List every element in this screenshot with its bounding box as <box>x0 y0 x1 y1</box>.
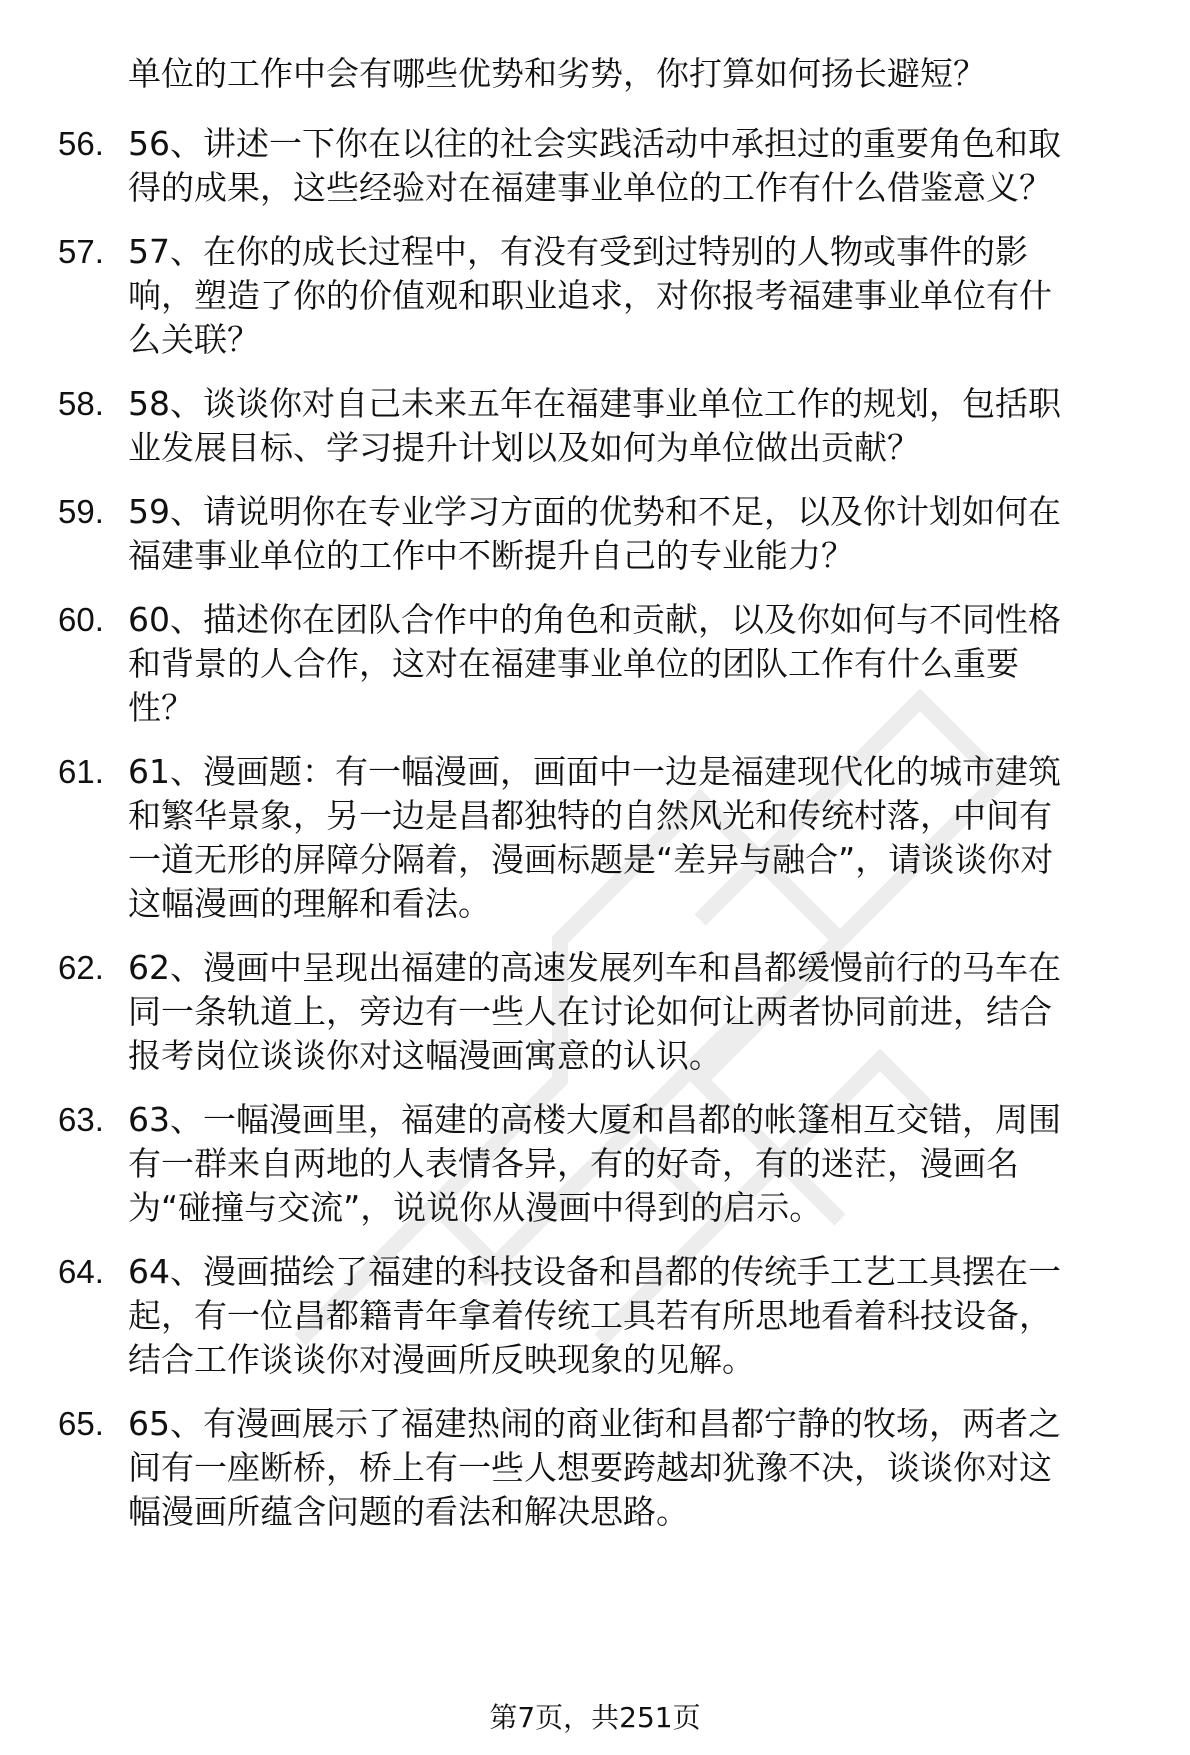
question-line: 起，有一位昌都籍青年拿着传统工具若有所思地看着科技设备， <box>128 1296 1052 1335</box>
question-line: 和繁华景象，另一边是昌都独特的自然风光和传统村落，中间有 <box>128 796 1052 835</box>
question-text <box>128 750 1128 926</box>
question-text <box>128 1250 1128 1382</box>
question-number: 64. <box>58 1253 104 1290</box>
question-line: 这幅漫画的理解和看法。 <box>128 884 491 923</box>
question-line: 有一群来自两地的人表情各异，有的好奇，有的迷茫，漫画名 <box>128 1144 1019 1183</box>
question-text <box>128 598 1128 730</box>
question-62 <box>58 946 1158 1078</box>
question-line: 63、一幅漫画里，福建的高楼大厦和昌都的帐篷相互交错，周围 <box>128 1100 1061 1139</box>
question-61 <box>58 750 1158 926</box>
question-60 <box>58 598 1158 730</box>
question-text <box>128 230 1128 362</box>
question-line: 同一条轨道上，旁边有一些人在讨论如何让两者协同前进，结合 <box>128 992 1052 1031</box>
question-line: 幅漫画所蕴含问题的看法和解决思路。 <box>128 1492 689 1531</box>
question-text <box>128 490 1128 578</box>
question-line: 么关联？ <box>128 320 260 359</box>
question-line: 间有一座断桥，桥上有一些人想要跨越却犹豫不决，谈谈你对这 <box>128 1448 1052 1487</box>
question-number: 62. <box>58 949 104 986</box>
question-line: 福建事业单位的工作中不断提升自己的专业能力？ <box>128 536 854 575</box>
question-line: 结合工作谈谈你对漫画所反映现象的见解。 <box>128 1340 755 1379</box>
question-line: 65、有漫画展示了福建热闹的商业街和昌都宁静的牧场，两者之 <box>128 1404 1061 1443</box>
question-text <box>128 946 1128 1078</box>
question-65 <box>58 1402 1158 1534</box>
question-line: 57、在你的成长过程中，有没有受到过特别的人物或事件的影 <box>128 232 1028 271</box>
question-line: 和背景的人合作，这对在福建事业单位的团队工作有什么重要 <box>128 644 1019 683</box>
question-63 <box>58 1098 1158 1230</box>
question-58 <box>58 382 1158 470</box>
question-number: 56. <box>58 125 104 162</box>
question-number: 63. <box>58 1101 104 1138</box>
question-line: 响，塑造了你的价值观和职业追求，对你报考福建事业单位有什 <box>128 276 1052 315</box>
question-line: 59、请说明你在专业学习方面的优势和不足，以及你计划如何在 <box>128 492 1061 531</box>
question-number: 65. <box>58 1405 104 1442</box>
question-59 <box>58 490 1158 578</box>
question-line: 一道无形的屏障分隔着，漫画标题是“差异与融合”，请谈谈你对 <box>128 840 1054 879</box>
question-line: 56、讲述一下你在以往的社会实践活动中承担过的重要角色和取 <box>128 124 1061 163</box>
question-56 <box>58 122 1158 210</box>
question-line: 61、漫画题：有一幅漫画，画面中一边是福建现代化的城市建筑 <box>128 752 1061 791</box>
question-text <box>128 1098 1128 1230</box>
question-57 <box>58 230 1158 362</box>
question-64 <box>58 1250 1158 1382</box>
page-footer: 第7页，共251页 <box>489 1701 701 1734</box>
question-text <box>128 122 1128 210</box>
question-line: 性？ <box>128 688 194 727</box>
continuation-line: 单位的工作中会有哪些优势和劣势，你打算如何扬长避短？ <box>128 54 986 93</box>
question-line: 58、谈谈你对自己未来五年在福建事业单位工作的规划，包括职 <box>128 384 1061 423</box>
question-line: 60、描述你在团队合作中的角色和贡献，以及你如何与不同性格 <box>128 600 1061 639</box>
question-line: 报考岗位谈谈你对这幅漫画寓意的认识。 <box>128 1036 722 1075</box>
question-number: 61. <box>58 753 104 790</box>
question-line: 得的成果，这些经验对在福建事业单位的工作有什么借鉴意义？ <box>128 168 1052 207</box>
question-number: 57. <box>58 233 104 270</box>
question-text <box>128 1402 1128 1534</box>
question-line: 64、漫画描绘了福建的科技设备和昌都的传统手工艺工具摆在一 <box>128 1252 1061 1291</box>
question-number: 60. <box>58 601 104 638</box>
question-number: 59. <box>58 493 104 530</box>
question-line: 为“碰撞与交流”，说说你从漫画中得到的启示。 <box>128 1188 823 1227</box>
question-line: 62、漫画中呈现出福建的高速发展列车和昌都缓慢前行的马车在 <box>128 948 1061 987</box>
question-number: 58. <box>58 385 104 422</box>
question-text <box>128 382 1128 470</box>
question-line: 业发展目标、学习提升计划以及如何为单位做出贡献？ <box>128 428 920 467</box>
